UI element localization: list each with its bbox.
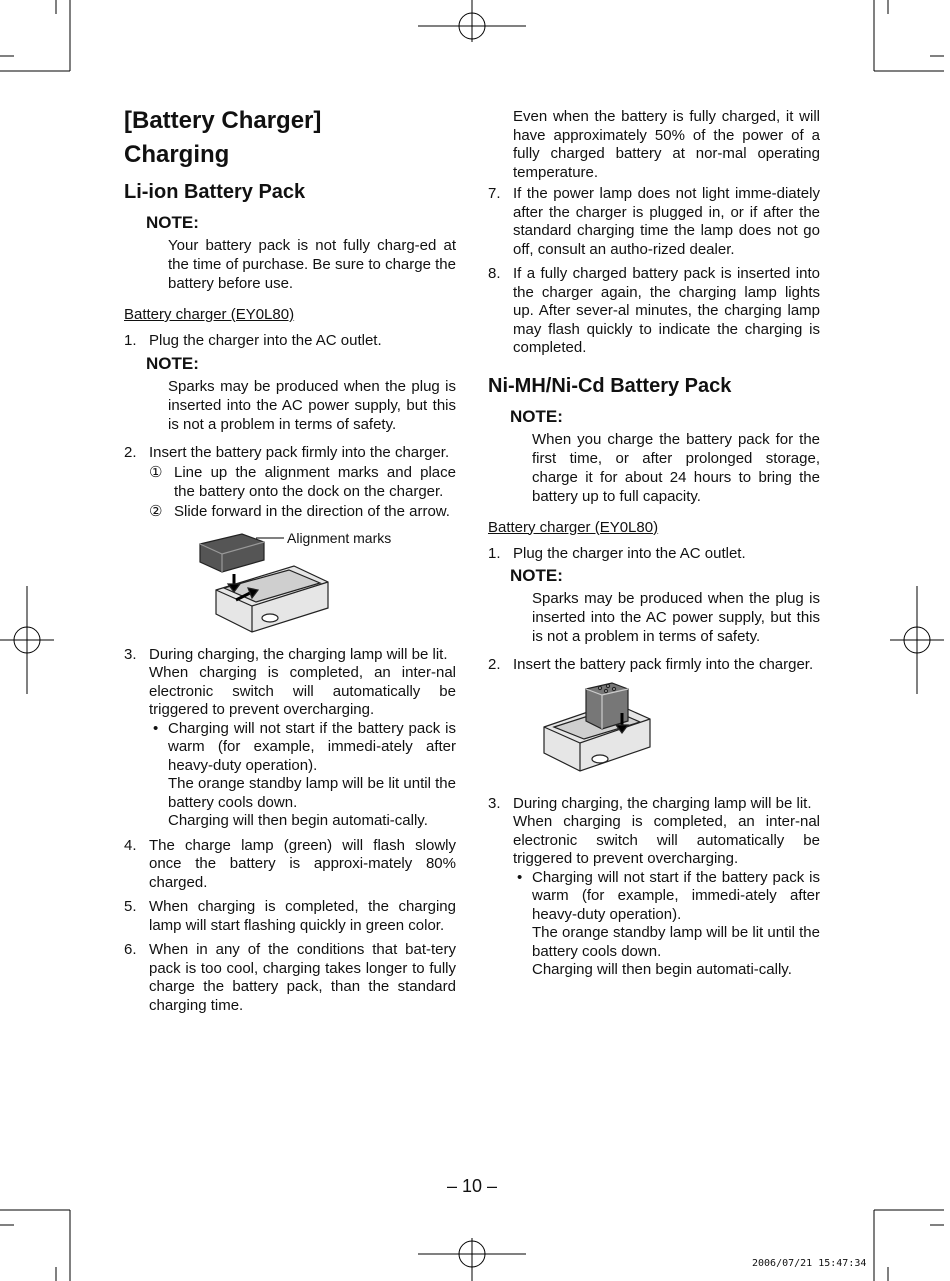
- bullet-item: [149, 720, 456, 831]
- substep-marker: ②: [149, 503, 163, 520]
- step-number: 3.: [488, 794, 501, 812]
- step-7: [488, 185, 820, 259]
- alignment-marks-label: Alignment marks: [287, 529, 392, 546]
- step-text: When in any of the conditions that bat-tery pack is too cool, charging takes longer to fully charge the battery pack, than the standard charging time.: [149, 941, 456, 1014]
- step-number: 4.: [124, 836, 137, 854]
- substep-2: [149, 503, 456, 522]
- step-number: 8.: [488, 265, 501, 282]
- note-text: Your battery pack is not fully charg-ed at the time of purchase. Be sure to charge the battery before use.: [168, 237, 456, 292]
- bullet-marker: •: [517, 868, 523, 886]
- print-timestamp: 2006/07/21 15:47:34: [752, 1258, 867, 1269]
- section-title: [Battery Charger]: [124, 107, 322, 134]
- step-number: 2.: [124, 443, 137, 461]
- step-2: [488, 656, 820, 675]
- step-5: [124, 898, 456, 935]
- ni-mh-heading: Ni-MH/Ni-Cd Battery Pack: [488, 374, 732, 397]
- step-4: [124, 837, 456, 893]
- note-text: When you charge the battery pack for the first time, or after prolonged storage, charge it for about 24 hours to bring the battery up to full capacity.: [532, 430, 820, 505]
- step-1: [124, 332, 456, 351]
- page-number: – 10 –: [446, 1176, 498, 1196]
- step-text: Insert the battery pack firmly into the charger.: [149, 443, 450, 461]
- ni-mh-charger-figure: [488, 681, 820, 789]
- li-ion-charger-figure: [124, 528, 456, 640]
- right-column: [488, 108, 820, 980]
- charger-model: Battery charger (EY0L80): [488, 518, 659, 536]
- bullet-text: Charging will then begin automati-cally.: [532, 961, 792, 978]
- step-number: 2.: [488, 656, 501, 673]
- charger-model: Battery charger (EY0L80): [124, 306, 295, 323]
- note-text: Sparks may be produced when the plug is inserted into the AC power supply, but this is not a problem in terms of safety.: [532, 590, 820, 645]
- step-text: When charging is completed, an inter-nal electronic switch will automatically be triggered to prevent overcharging.: [513, 813, 820, 867]
- left-column: [124, 104, 456, 1015]
- step-number: 6.: [124, 941, 137, 958]
- note-label: NOTE:: [510, 406, 563, 426]
- note-label: NOTE:: [510, 566, 563, 585]
- step-number: 1.: [488, 544, 501, 562]
- step-text: During charging, the charging lamp will be lit.: [513, 794, 812, 812]
- bullet-text: The orange standby lamp will be lit until the battery cools down.: [532, 924, 820, 960]
- step-number: 1.: [124, 332, 137, 349]
- step-number: 7.: [488, 185, 501, 202]
- note-label: NOTE:: [146, 213, 199, 232]
- step-text: If a fully charged battery pack is inserted into the charger again, the charging lamp lights up. After sever-al minutes, the charging lamp may flash quickly to indicate the charging is completed.: [513, 265, 820, 356]
- step-text: Insert the battery pack firmly into the charger.: [513, 656, 814, 673]
- bullet-marker: •: [153, 719, 159, 737]
- step-number: 3.: [124, 645, 137, 663]
- step-text: When charging is completed, an inter-nal electronic switch will automatically be triggered to prevent overcharging.: [149, 664, 456, 718]
- bullet-item: [513, 869, 820, 980]
- step-text: During charging, the charging lamp will be lit.: [149, 645, 448, 663]
- bullet-text: Charging will not start if the battery pack is warm (for example, immedi-ately after heavy-duty operation).: [532, 868, 820, 923]
- bullet-text: Charging will then begin automati-cally.: [168, 812, 428, 829]
- step-text: Plug the charger into the AC outlet.: [149, 332, 382, 349]
- substep-1: [149, 464, 456, 501]
- substep-marker: ①: [149, 464, 163, 481]
- step-6: [124, 941, 456, 1015]
- substep-text: Slide forward in the direction of the arrow.: [174, 503, 450, 520]
- step-3: [488, 795, 820, 980]
- step-3: [124, 646, 456, 831]
- step-2: [124, 444, 456, 522]
- bullet-text: Charging will not start if the battery pack is warm (for example, immedi-ately after heavy-duty operation).: [168, 719, 456, 774]
- ni-mh-charger-illustration: [488, 681, 820, 789]
- step-1: [488, 545, 820, 564]
- step-text: The charge lamp (green) will flash slowly once the battery is approxi-mately 80% charged.: [149, 836, 456, 891]
- note-text: Sparks may be produced when the plug is inserted into the AC power supply, but this is not a problem in terms of safety.: [168, 377, 456, 433]
- step-text: If the power lamp does not light imme-diately after the charger is plugged in, or if after the standard charging time the lamp does not go off, consult an autho-rized dealer.: [513, 185, 820, 258]
- substep-text: Line up the alignment marks and place the battery onto the dock on the charger.: [174, 464, 456, 500]
- step-number: 5.: [124, 898, 137, 915]
- note-label: NOTE:: [146, 353, 199, 373]
- step-text: When charging is completed, the charging lamp will start flashing quickly in green color.: [149, 898, 456, 934]
- section-subtitle: Charging: [124, 141, 230, 168]
- bullet-text: The orange standby lamp will be lit until the battery cools down.: [168, 775, 456, 811]
- step-6-continued: Even when the battery is fully charged, it will have approximately 50% of the power of a fully charged battery at nor-mal operating temperature.: [513, 108, 820, 181]
- li-ion-heading: Li-ion Battery Pack: [124, 181, 306, 203]
- step-text: Plug the charger into the AC outlet.: [513, 544, 746, 562]
- step-8: [488, 265, 820, 358]
